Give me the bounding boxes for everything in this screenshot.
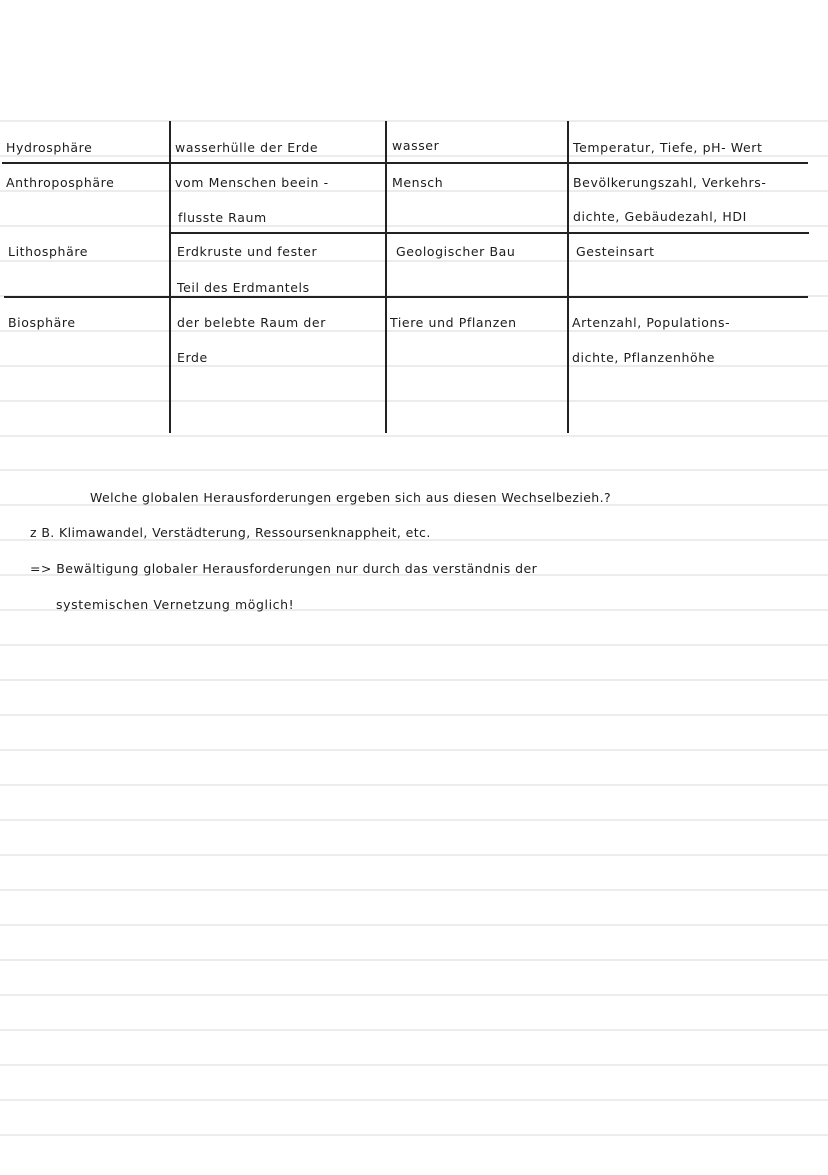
sphere-definition: Erdkruste und fester (177, 244, 318, 259)
sphere-definition: flusste Raum (178, 210, 267, 225)
table-row-divider (2, 162, 808, 164)
table-column-divider (567, 121, 569, 433)
sphere-indicators: Gesteinsart (576, 244, 655, 259)
sphere-definition: vom Menschen beein - (175, 175, 329, 190)
table-column-divider (169, 121, 171, 433)
table-column-divider (385, 121, 387, 433)
notes-examples: z B. Klimawandel, Verstädterung, Ressoursenknappheit, etc. (30, 525, 431, 540)
sphere-factor: wasser (392, 138, 440, 153)
sphere-indicators: Artenzahl, Populations- (572, 315, 731, 330)
sphere-indicators: dichte, Gebäudezahl, HDI (573, 209, 747, 224)
sphere-factor: Mensch (392, 175, 444, 190)
table-row-divider (169, 232, 809, 234)
sphere-name: Lithosphäre (8, 244, 89, 259)
sphere-name: Hydrosphäre (6, 140, 93, 155)
sphere-definition: der belebte Raum der (177, 315, 326, 330)
sphere-name: Biosphäre (8, 315, 76, 330)
notes-conclusion: systemischen Vernetzung möglich! (56, 597, 295, 612)
sphere-indicators: Bevölkerungszahl, Verkehrs- (573, 175, 767, 190)
sphere-name: Anthroposphäre (6, 175, 115, 190)
table-row-divider (4, 296, 808, 298)
notes-conclusion: => Bewältigung globaler Herausforderungen nur durch das verständnis der (30, 561, 538, 576)
sphere-definition: Teil des Erdmantels (177, 280, 310, 295)
sphere-definition: Erde (177, 350, 208, 365)
sphere-factor: Geologischer Bau (396, 244, 516, 259)
sphere-indicators: Temperatur, Tiefe, pH- Wert (573, 140, 763, 155)
sphere-factor: Tiere und Pflanzen (390, 315, 517, 330)
notes-question: Welche globalen Herausforderungen ergeben sich aus diesen Wechselbezieh.? (90, 490, 612, 505)
sphere-definition: wasserhülle der Erde (175, 140, 319, 155)
sphere-indicators: dichte, Pflanzenhöhe (572, 350, 716, 365)
